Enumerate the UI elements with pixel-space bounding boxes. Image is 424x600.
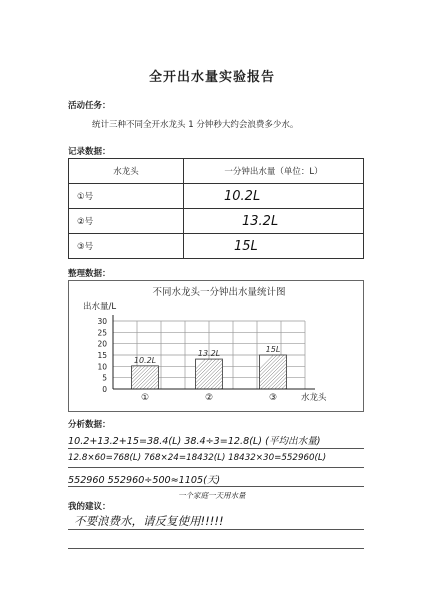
ruled-line [68, 548, 364, 549]
ruled-line [68, 486, 364, 487]
volume-cell [184, 209, 364, 234]
task-heading: 活动任务： [68, 101, 111, 111]
bar-hatch [225, 359, 255, 389]
x-tick-label: ② [204, 393, 214, 403]
bar-hatch [289, 355, 323, 389]
ruled-line [68, 467, 364, 468]
analysis-line-1: 10.2+13.2+15=38.4(L) 38.4÷3=12.8(L) (平均出水量) [68, 436, 321, 447]
bar-hatch [292, 355, 326, 389]
table-header-row [69, 159, 364, 184]
y-tick-label: 25 [97, 328, 107, 338]
analysis-heading: 分析数据： [68, 420, 111, 430]
volume-cell [184, 184, 364, 209]
chart-frame [68, 280, 364, 412]
bar-hatch [221, 359, 251, 389]
x-axis-label: 水龙头 [301, 393, 327, 403]
table-row [69, 234, 364, 259]
report-title: 全开出水量实验报告 [148, 70, 275, 85]
suggestion-heading: 我的建议： [68, 502, 111, 512]
bar-hatch [306, 355, 340, 389]
table-row [69, 184, 364, 209]
table-row [69, 209, 364, 234]
y-axis-label: 出水量/L [83, 302, 117, 312]
bar-hatch [296, 355, 330, 389]
volume-cell [184, 234, 364, 259]
handwritten-value: 15L [234, 238, 258, 254]
bar-hatch [299, 355, 333, 389]
y-tick-label: 10 [97, 362, 107, 372]
bar-data-label: 10.2L [133, 355, 157, 365]
suggestion-text: 不要浪费水，请反复使用!!!!! [74, 514, 224, 528]
x-tick-label: ③ [268, 393, 278, 403]
x-tick-label: ① [140, 393, 150, 403]
bar-data-label: 13.2L [197, 349, 221, 359]
faucet-cell: ②号 [69, 209, 184, 234]
analysis-line-2: 12.8×60=768(L) 768×24=18432(L) 18432×30=552960(L) [68, 453, 327, 463]
chart-title: 不同水龙头一分钟出水量统计图 [152, 287, 286, 298]
handwritten-value: 13.2L [242, 213, 279, 229]
header-faucet: 水龙头 [69, 159, 184, 184]
ruled-line [68, 529, 364, 530]
task-text: 统计三种不同全开水龙头 1 分钟秒大约会浪费多少水。 [92, 120, 299, 130]
y-tick-label: 20 [97, 339, 107, 349]
organize-heading: 整理数据： [68, 269, 111, 279]
y-tick-label: 5 [102, 373, 107, 383]
ruled-line [68, 448, 364, 449]
faucet-cell: ①号 [69, 184, 184, 209]
bar-hatch [285, 355, 319, 389]
bar-data-label: 15L [265, 345, 281, 354]
faucet-cell: ③号 [69, 234, 184, 259]
inserted-note: 一个家庭一天用水量 [178, 491, 246, 500]
bar-hatch [303, 355, 337, 389]
analysis-line-3: 552960 552960÷500≈1105(天) [68, 475, 221, 486]
bar-hatch [228, 359, 258, 389]
bar-chart [69, 281, 363, 411]
header-volume: 一分钟出水量（单位：L） [184, 159, 364, 184]
record-heading: 记录数据： [68, 147, 111, 157]
y-tick-label: 30 [97, 317, 107, 326]
record-table [68, 158, 364, 259]
y-tick-label: 15 [97, 351, 107, 360]
handwritten-value: 10.2L [224, 188, 261, 204]
y-tick-label: 0 [102, 385, 107, 394]
